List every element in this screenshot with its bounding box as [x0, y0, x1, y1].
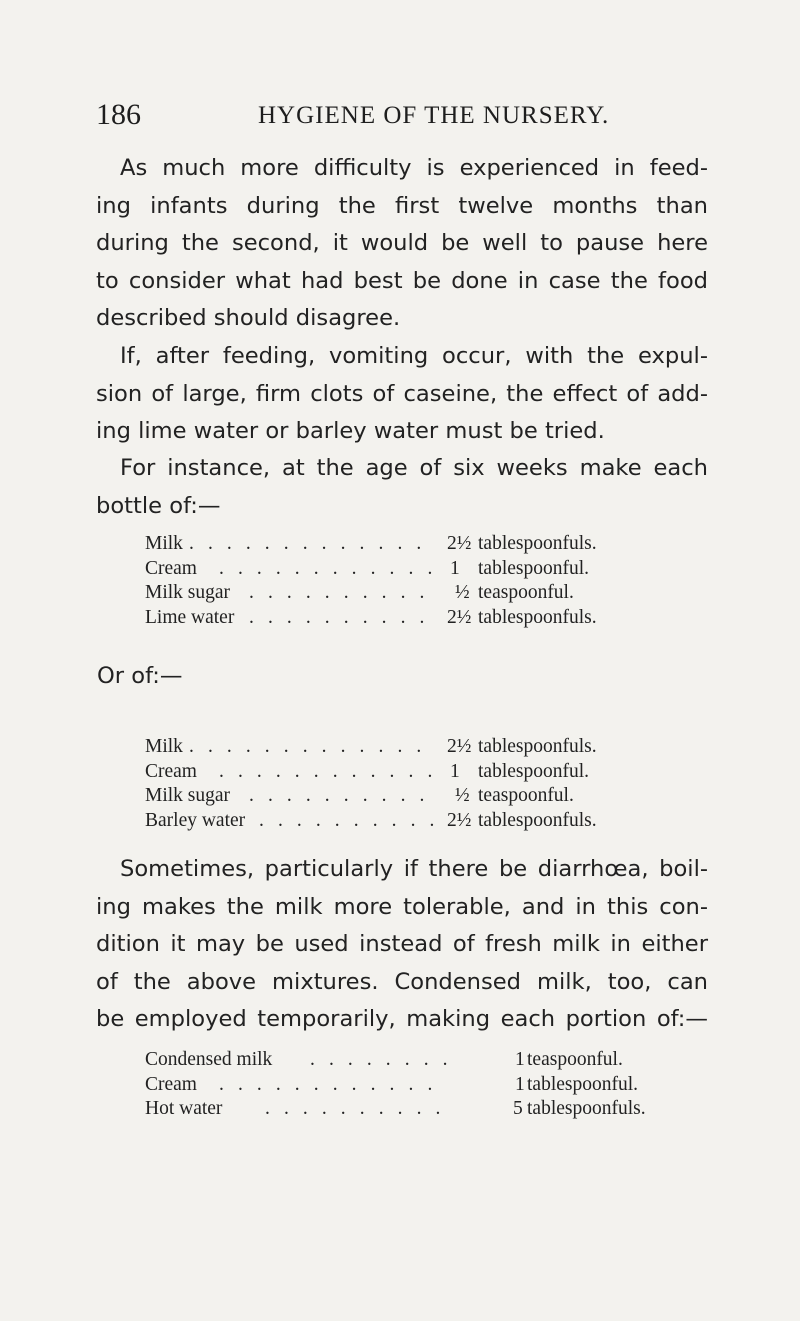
quantity: 2½ [447, 533, 472, 554]
paragraph-line: ing lime water or barley water must be tried. [96, 418, 605, 444]
quantity: 2½ [447, 809, 472, 831]
paragraph-line: to consider what had best be done in case the food [96, 267, 708, 294]
leader-dots: . . . . . . . . . . [249, 582, 430, 603]
leader-dots: . . . . . . . . . . [249, 606, 430, 628]
unit: teaspoonful. [478, 582, 574, 603]
paragraph-line: ing infants during the first twelve months than [96, 192, 708, 219]
paragraph-line: dition it may be used instead of fresh milk in either [96, 931, 708, 957]
paragraph-line: sion of large, firm clots of caseine, the effect of add- [96, 380, 708, 407]
paragraph-2 [96, 338, 708, 451]
leader-dots: . . . . . . . . [310, 1049, 453, 1070]
paragraph-line: For instance, at the age of six weeks make each [120, 455, 708, 481]
quantity: ½ [455, 785, 470, 806]
leader-dots: . . . . . . . . . . [249, 785, 430, 806]
unit: tablespoonful. [478, 557, 590, 579]
paragraph-line: ing makes the milk more tolerable, and in this con- [96, 893, 708, 920]
leader-dots: . . . . . . . . . . . . . [189, 736, 426, 757]
quantity: 1 [515, 1073, 525, 1095]
paragraph-line: be employed temporarily, making each portion of:— [96, 1006, 708, 1032]
quantity: 2½ [447, 736, 472, 757]
quantity: 2½ [447, 606, 472, 628]
paragraph-line: of the above mixtures. Condensed milk, too, can [96, 968, 708, 995]
paragraph-3 [96, 450, 708, 525]
paragraph-1 [96, 150, 708, 338]
quantity: 1 [515, 1049, 525, 1070]
leader-dots: . . . . . . . . . . . . [219, 1073, 437, 1095]
quantity: ½ [455, 582, 470, 603]
leader-dots: . . . . . . . . . . . . [219, 557, 437, 579]
paragraph-line: As much more difficulty is experienced in feed- [120, 155, 708, 181]
ingredient-name: Barley water [145, 809, 246, 831]
page-number: 186 [96, 98, 141, 131]
unit: tablespoonfuls. [478, 736, 597, 757]
or-of-text: Or of:— [97, 663, 183, 689]
quantity: 5 [513, 1098, 523, 1119]
quantity: 1 [450, 760, 460, 782]
ingredient-name: Cream [145, 557, 197, 579]
ingredient-name: Milk [145, 533, 183, 554]
paragraph-line: If, after feeding, vomiting occur, with the expul- [120, 343, 708, 369]
paragraph-4 [96, 851, 708, 1039]
paragraph-line: during the second, it would be well to pause here [96, 230, 708, 256]
unit: tablespoonfuls. [478, 533, 597, 554]
ingredient-name: Milk sugar [145, 785, 231, 806]
leader-dots: . . . . . . . . . . [265, 1098, 446, 1119]
running-title: HYGIENE OF THE NURSERY. [258, 102, 610, 129]
unit: tablespoonful. [527, 1073, 639, 1095]
paragraph-line: bottle of:— [96, 492, 221, 519]
ingredient-name: Condensed milk [145, 1049, 273, 1070]
leader-dots: . . . . . . . . . . [259, 809, 440, 831]
quantity: 1 [450, 557, 460, 579]
unit: teaspoonful. [527, 1049, 623, 1070]
leader-dots: . . . . . . . . . . . . . [189, 533, 426, 554]
ingredient-name: Milk sugar [145, 582, 231, 603]
ingredient-name: Cream [145, 760, 197, 782]
paragraph-line: described should disagree. [96, 305, 401, 331]
ingredient-name: Cream [145, 1073, 197, 1095]
leader-dots: . . . . . . . . . . . . [219, 760, 437, 782]
ingredient-name: Lime water [145, 606, 235, 628]
unit: tablespoonfuls. [527, 1098, 646, 1119]
ingredient-name: Milk [145, 736, 183, 757]
unit: tablespoonfuls. [478, 606, 597, 628]
paragraph-line: Sometimes, particularly if there be diarrhœa, boil- [120, 856, 708, 882]
unit: tablespoonful. [478, 760, 590, 782]
unit: teaspoonful. [478, 785, 574, 806]
unit: tablespoonfuls. [478, 809, 597, 831]
ingredient-name: Hot water [145, 1098, 223, 1119]
